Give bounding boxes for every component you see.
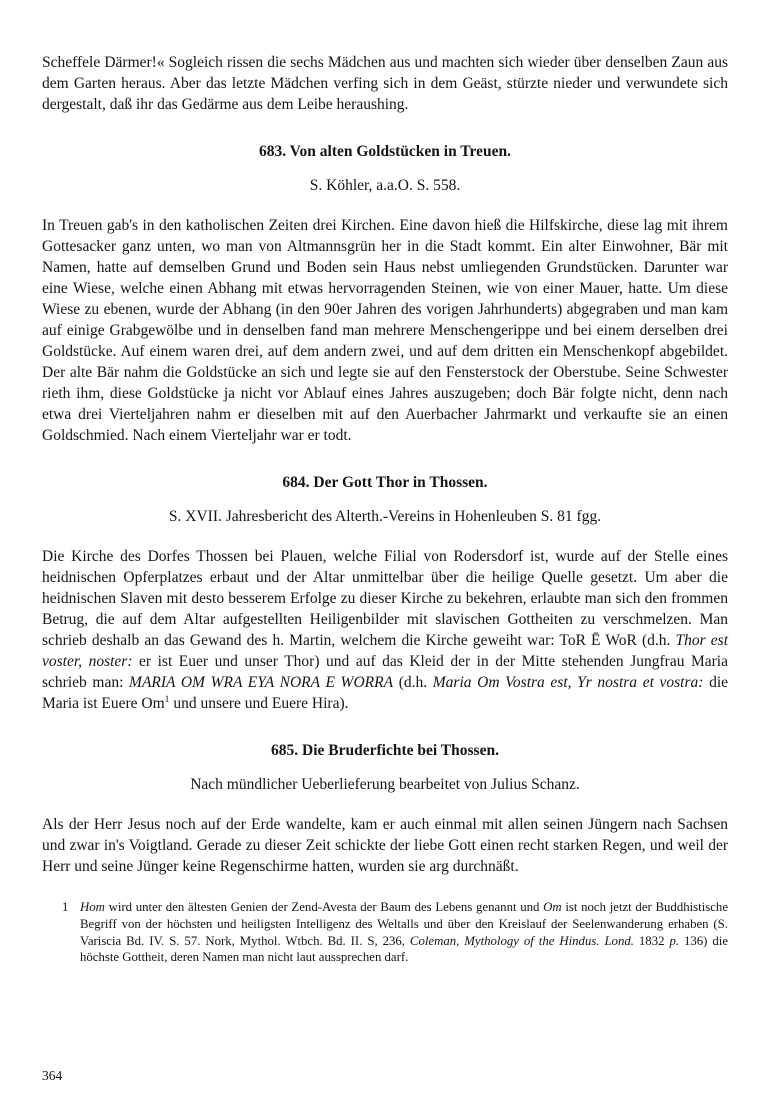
story-684-body: Die Kirche des Dorfes Thossen bei Plauen, welche Filial von Rodersdorf ist, wurde auf der Stelle eines heidnischen Opferplatzes erbaut und der Altar unmittelbar über die heilige Quelle gesetzt. Um aber die heidnischen Slaven mit desto besserem Erfolge zu dieser Kirche zu bekehren, erlaubte man sich den frommen Betrug, die auf dem Altar aufgestellten Heiligenbilder mit slavischen Gottheiten zu verschmelzen. Man schrieb deshalb an das Gewand des h. Martin, welchem die Kirche geweiht war: ToR Ē WoR (d.h. Thor est voster, noster: er ist Euer und unser Thor) und auf das Kleid der in der Mitte stehenden Jungfrau Maria schrieb man: MARIA OM WRA EYA NORA E WORRA (d.h. Maria Om Vostra est, Yr nostra et vostra: die Maria ist Euere Om$^1$ und unsere und Euere Hira). [42, 548, 729, 712]
story-684 [42, 472, 728, 714]
footnote-text: Hom wird unter den ältesten Genien der Zend-Avesta der Baum des Lebens genannt und Om ist noch jetzt der Buddhistische Begriff von der höchsten und heiligsten Intelligenz des Weltalls und über den Kreislauf der Seelenwanderung erhaben (S. Variscia Bd. IV. S. 57. Nork, Mythol. Wtbch. Bd. II. S, 236, Coleman, Mythology of the Hindus. Lond. 1832 p. 136) die höchste Gottheit, deren Namen man nicht laut aussprechen darf. [80, 900, 728, 965]
story-683 [42, 141, 728, 446]
story-683-body: In Treuen gab's in den katholischen Zeiten drei Kirchen. Eine davon hieß die Hilfskirche, diese lag mit ihrem Gottesacker ganz unten, wo man von Altmannsgrün her in die Stadt kommt. Ein alter Einwohner, Bär mit Namen, hatte auf demselben Grund und Boden sein Haus nebst umliegenden Grundstücken. Darunter war eine Wiese, welche einen Abhang mit etwas hervorragenden Steinen, wie von einer Mauer, hatte. Um diese Wiese zu ebenen, wurde der Abhang (in den 90er Jahren des vorigen Jahrhunderts) abgegraben und man kam auf einige Grabgewölbe und in denselben fand man mehrere Menschengerippe und bei einem derselben drei Goldstücke. Auf einem waren drei, auf dem andern zwei, und auf dem dritten ein Menschenkopf abgebildet. Der alte Bär nahm die Goldstücke an sich und legte sie auf den Fensterstock der Oberstube. Seine Schwester rieth ihm, diese Goldstücke ja nicht vor Ablauf eines Jahres auszugeben; doch Bär folgte nicht, denn nach etwa drei Vierteljahren nahm er dieselben mit auf den Auerbacher Jahrmarkt und verkaufte sie an einen Goldschmied. Nach einem Vierteljahr war er todt. [42, 217, 728, 444]
story-685 [42, 740, 728, 877]
story-683-source: S. Köhler, a.a.O. S. 558. [309, 177, 461, 194]
page-number: 364 [42, 1068, 63, 1083]
story-684-source: S. XVII. Jahresbericht des Alterth.-Vereins in Hohenleuben S. 81 fgg. [168, 508, 602, 525]
story-685-heading: 685. Die Bruderfichte bei Thossen. [271, 742, 499, 759]
footnote [42, 899, 728, 966]
story-685-source: Nach mündlicher Ueberlieferung bearbeitet von Julius Schanz. [190, 776, 580, 793]
footnote-marker: 1 [62, 900, 69, 914]
story-683-heading: 683. Von alten Goldstücken in Treuen. [259, 143, 511, 160]
intro-paragraph: Scheffele Därmer!« Sogleich rissen die sechs Mädchen aus und machten sich wieder über denselben Zaun aus dem Garten heraus. Aber das letzte Mädchen verfing sich in dem Geäst, stürzte nieder und verwundete sich dergestalt, daß ihr das Gedärme aus dem Leibe heraushing. [42, 54, 728, 113]
story-685-body: Als der Herr Jesus noch auf der Erde wandelte, kam er auch einmal mit allen seinen Jüngern nach Sachsen und zwar in's Voigtland. Gerade zu dieser Zeit schickte der liebe Gott einen recht starken Regen, und weil der Herr und seine Jünger keine Regenschirme hatten, wurden sie arg durchnäßt. [42, 816, 728, 875]
story-684-heading: 684. Der Gott Thor in Thossen. [282, 474, 488, 491]
